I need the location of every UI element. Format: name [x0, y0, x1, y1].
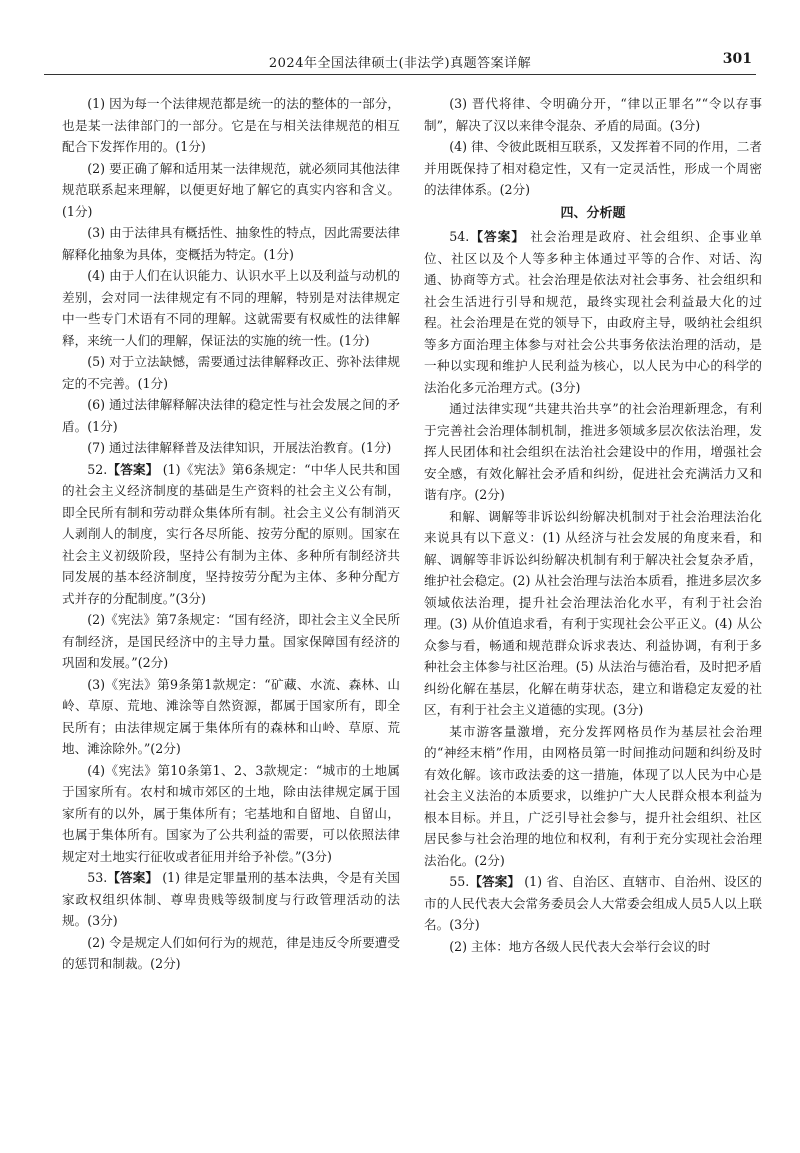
- paragraph-text: (4)《宪法》第10条第1、2、3款规定：“城市的土地属于国家所有。农村和城市郊区的土地，除由法律规定属于国家所有的以外，属于集体所有；宅基地和自留地、自留山，也属于集体所有。国家为了公共利益的需要，可以依照法律规定对土地实行征收或者征用并给予补偿。”(3分): [62, 762, 400, 864]
- paragraph: [62, 760, 400, 868]
- paragraph-text: (1) 省、自治区、直辖市、自治州、设区的市的人民代表大会常务委员会人大常委会组成人员5人以上联名。(3分): [424, 874, 762, 932]
- paragraph: [424, 936, 762, 958]
- paragraph: [62, 932, 400, 975]
- paragraph: [62, 222, 400, 265]
- paragraph-text: 和解、调解等非诉讼纠纷解决机制对于社会治理法治化来说具有以下意义：(1) 从经济与社会发展的角度来看，和解、调解等非诉讼纠纷解决机制有利于解决社会复杂矛盾，维护社会稳定。(2) 从社会治理与法治本质看，推进多层次多领域依法治理，提升社会治理法治化水平，有利于社会治理。(3) 从价值追求看，有利于实现社会公平正义。(4) 从公众参与看，畅通和规范群众诉求表达、利益协调，有利于多种社会主体参与社区治理。(5) 从法治与德治看，及时把矛盾纠纷化解在基层，化解在萌芽状态，建立和谐稳定友爱的社区，有利于社会主义道德的实现。(3分): [424, 508, 762, 717]
- answer-tag: 【答案】: [107, 870, 159, 885]
- paragraph: [424, 93, 762, 136]
- paragraph-text: (5) 对于立法缺憾，需要通过法律解释改正、弥补法律规定的不完善。(1分): [62, 354, 400, 391]
- paragraph-text: (4) 由于人们在认识能力、认识水平上以及利益与动机的差别，会对同一法律规定有不同的理解，特别是对法律规定中一些专门术语有不同的理解。这就需要有权威性的法律解释，来统一人们的理解，保证法的实施的统一性。(1分): [62, 268, 400, 348]
- paragraph-text: (2) 令是规定人们如何行为的规范，律是违反令所要遭受的惩罚和制裁。(2分): [62, 934, 400, 971]
- section-heading: 四、分析题: [560, 205, 626, 221]
- answer-paragraph: [62, 867, 400, 932]
- question-number: 55.: [449, 874, 470, 889]
- page-header: [44, 48, 756, 75]
- paragraph: [62, 351, 400, 394]
- right-column: [424, 93, 762, 957]
- paragraph-text: (3) 由于法律具有概括性、抽象性的特点，因此需要法律解释化抽象为具体，变概括为特定。(1分): [62, 225, 400, 262]
- paragraph: [424, 506, 762, 721]
- paragraph: [424, 398, 762, 506]
- answer-paragraph: [62, 459, 400, 610]
- paragraph: [62, 93, 400, 158]
- paragraph-text: (2) 主体：地方各级人民代表大会举行会议的时: [449, 938, 711, 954]
- answer-tag: 【答案】: [107, 461, 159, 477]
- paragraph: [62, 674, 400, 760]
- paragraph-text: (6) 通过法律解释解决法律的稳定性与社会发展之间的矛盾。(1分): [62, 397, 400, 434]
- answer-tag: 【答案】: [469, 229, 526, 244]
- running-title: 2024年全国法律硕士(非法学)真题答案详解: [268, 56, 532, 71]
- paragraph-text: (1)《宪法》第6条规定：“中华人民共和国的社会主义经济制度的基础是生产资料的社会主义公有制，即全民所有制和劳动群众集体所有制。社会主义公有制消灭人剥削人的制度，实行各尽所能、按劳分配的原则。国家在社会主义初级阶段，坚持公有制为主体、多种所有制经济共同发展的基本经济制度，坚持按劳分配为主体、多种分配方式并存的分配制度。”(3分): [62, 461, 401, 606]
- paragraph: [62, 394, 400, 437]
- paragraph: [62, 158, 400, 223]
- question-number: 52.: [87, 461, 108, 477]
- answer-paragraph: [424, 871, 762, 936]
- paragraph-text: 社会治理是政府、社会组织、企事业单位、社区以及个人等多种主体通过平等的合作、对话、沟通、协商等方式。社会治理是依法对社会事务、社会组织和社会生活进行引导和规范，最终实现社会利益最大化的过程。社会治理是在党的领导下，由政府主导，吸纳社会组织等多方面治理主体参与对社会公共事务依法治理的活动，是一种以实现和维护人民利益为核心，以人民为中心的科学的法治化多元治理方式。(3分): [424, 229, 762, 395]
- paragraph-text: (3)《宪法》第9条第1款规定：“矿藏、水流、森林、山岭、草原、荒地、滩涂等自然资源，都属于国家所有，即全民所有；由法律规定属于集体所有的森林和山岭、草原、荒地、滩涂除外。”(2分): [62, 676, 400, 756]
- paragraph-text: 通过法律实现“共建共治共享”的社会治理新理念，有利于完善社会治理体制机制，推进多领域多层次依法治理，发挥人民团体和社会组织在法治社会建设中的作用，增强社会安全感，有效化解社会矛盾和纠纷，促进社会充满活力又和谐有序。(2分): [424, 401, 762, 502]
- paragraph-text: (1) 律是定罪量刑的基本法典，令是有关国家政权组织体制、尊卑贵贱等级制度与行政管理活动的法规。(3分): [62, 870, 400, 928]
- paragraph-text: (1) 因为每一个法律规范都是统一的法的整体的一部分，也是某一法律部门的一部分。它是在与相关法律规范的相互配合下发挥作用的。(1分): [62, 96, 400, 154]
- paragraph: [424, 136, 762, 201]
- answer-tag: 【答案】: [469, 874, 521, 889]
- paragraph: [62, 265, 400, 351]
- paragraph-text: (3) 晋代将律、令明确分开，“律以正罪名”“令以存事制”，解决了汉以来律令混杂、矛盾的局面。(3分): [424, 96, 762, 133]
- paragraph: [424, 721, 762, 872]
- page-number: 301: [722, 51, 752, 67]
- paragraph-text: 某市游客量激增，充分发挥网格员作为基层社会治理的“神经末梢”作用，由网格员第一时间推动问题和纠纷及时有效化解。该市政法委的这一措施，体现了以人民为中心是社会主义法治的本质要求，以维护广大人民群众根本利益为根本目标。并且，广泛引导社会参与，提升社会组织、社区居民参与社会治理的地位和权利，有利于充分实现社会治理法治化。(2分): [424, 723, 762, 868]
- paragraph-text: (2) 要正确了解和适用某一法律规范，就必须同其他法律规范联系起来理解，以便更好地了解它的真实内容和含义。(1分): [62, 160, 400, 219]
- paragraph-text: (7) 通过法律解释普及法律知识，开展法治教育。(1分): [87, 440, 392, 455]
- question-number: 53.: [87, 870, 108, 885]
- paragraph-text: (4) 律、令彼此既相互联系，又发挥着不同的作用，二者并用既保持了相对稳定性，又有一定灵活性，形成一个周密的法律体系。(2分): [424, 139, 762, 197]
- left-column: [62, 93, 400, 975]
- question-number: 54.: [449, 229, 470, 244]
- answer-paragraph: [424, 226, 762, 398]
- paragraph-text: (2)《宪法》第7条规定：“国有经济，即社会主义全民所有制经济，是国民经济中的主导力量。国家保障国有经济的巩固和发展。”(2分): [62, 612, 400, 670]
- paragraph: [62, 609, 400, 674]
- paragraph: [62, 437, 400, 459]
